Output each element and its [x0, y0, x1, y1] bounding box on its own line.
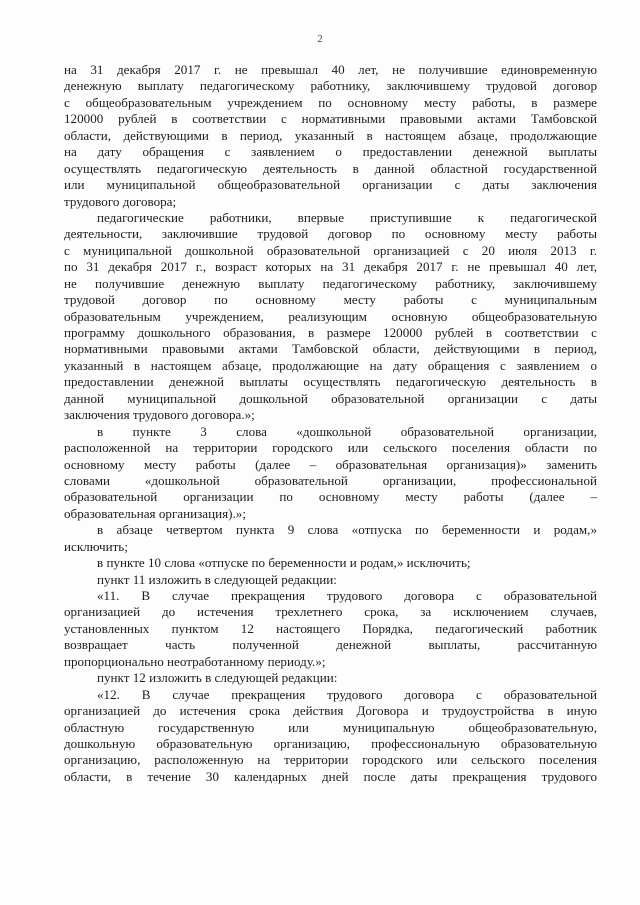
text-line: организацией до истечения трехлетнего срока, за исключением случаев, — [64, 604, 597, 620]
text-line: возвращает часть полученной денежной выплаты, рассчитанную — [64, 637, 597, 653]
text-line: на дату обращения с заявлением о предоставлении денежной выплаты — [64, 144, 597, 160]
text-line: программу дошкольного образования, в размере 120000 рублей в соответствии с — [64, 325, 597, 340]
text-line: организацией до истечения срока действия Договора и трудоустройства в иную — [64, 703, 597, 719]
text-line: установленных пунктом 12 настоящего Порядка, педагогический работник — [64, 620, 597, 636]
text-line: или муниципальной общеобразовательной организации с даты заключения — [64, 177, 597, 193]
text-line: нормативными правовыми актами Тамбовской области, действующими в период, — [64, 341, 597, 357]
text-line: образовательным учреждением, реализующим основную общеобразовательную — [64, 308, 597, 324]
text-line: пункт 11 изложить в следующей редакции: — [97, 571, 337, 587]
text-line: деятельности, заключившие трудовой договор по основному месту работы — [64, 226, 597, 242]
text-line: организацию, расположенную на территории городского или сельского поселения — [64, 752, 597, 768]
text-line: областную государственную или муниципальную общеобразовательную, — [64, 719, 597, 735]
text-line: педагогические работники, впервые приступившие к педагогической — [97, 209, 597, 225]
text-line: образовательной организации по основному месту работы (далее – — [64, 489, 597, 505]
text-line: расположенной на территории городского или сельского поселения области по — [64, 440, 597, 456]
text-line: заключения трудового договора.»; — [64, 407, 255, 423]
text-line: пропорционально неотработанному периоду.»; — [64, 653, 326, 669]
text-line: «12. В случае прекращения трудового договора с образовательной — [97, 686, 597, 702]
page-number: 2 — [317, 33, 323, 45]
text-line: в абзаце четвертом пункта 9 слова «отпуска по беременности и родам,» — [97, 522, 597, 538]
document-body — [64, 62, 597, 785]
text-line: денежную выплату педагогическому работнику, заключившему трудовой договор — [64, 78, 597, 94]
text-line: словами «дошкольной образовательной организации, профессиональной — [64, 472, 597, 488]
text-line: не получившие денежную выплату педагогическому работнику, заключившему — [64, 275, 597, 291]
text-line: исключить; — [64, 538, 128, 554]
text-line: с общеобразовательным учреждением по основному месту работы, в размере — [64, 94, 597, 110]
text-line: трудового договора; — [64, 193, 177, 209]
text-line: «11. В случае прекращения трудового договора с образовательной — [97, 588, 597, 603]
text-line: 120000 рублей в соответствии с нормативными правовыми актами Тамбовской — [64, 111, 597, 127]
text-line: в пункте 10 слова «отпуске по беременности и родам,» исключить; — [97, 555, 471, 571]
text-line: данной муниципальной дошкольной образовательной организации с даты — [64, 390, 597, 406]
text-line: трудовой договор по основному месту работы с муниципальным — [64, 292, 597, 308]
text-line: в пункте 3 слова «дошкольной образовательной организации, — [97, 423, 597, 439]
text-line: дошкольную образовательную организацию, профессиональную образовательную — [64, 735, 597, 751]
text-line: осуществлять педагогическую деятельность в данной областной государственной — [64, 160, 597, 176]
text-line: указанный в настоящем абзаце, продолжающие на дату обращения с заявлением о — [64, 357, 597, 373]
text-line: образовательная организация).»; — [64, 505, 246, 521]
text-line: пункт 12 изложить в следующей редакции: — [97, 670, 338, 686]
text-line: основному месту работы (далее – образовательная организация)» заменить — [64, 456, 597, 472]
text-line: на 31 декабря 2017 г. не превышал 40 лет, не получившие единовременную — [64, 62, 597, 77]
text-line: области, действующими в период, указанный в настоящем абзаце, продолжающие — [64, 127, 597, 143]
text-line: области, в течение 30 календарных дней после даты прекращения трудового — [64, 768, 597, 784]
text-line: предоставлении денежной выплаты осуществлять педагогическую деятельность в — [64, 374, 597, 390]
text-line: с муниципальной дошкольной образовательной организацией с 20 июля 2013 г. — [64, 242, 597, 258]
text-line: по 31 декабря 2017 г., возраст которых на 31 декабря 2017 г. не превышал 40 лет, — [64, 259, 597, 275]
